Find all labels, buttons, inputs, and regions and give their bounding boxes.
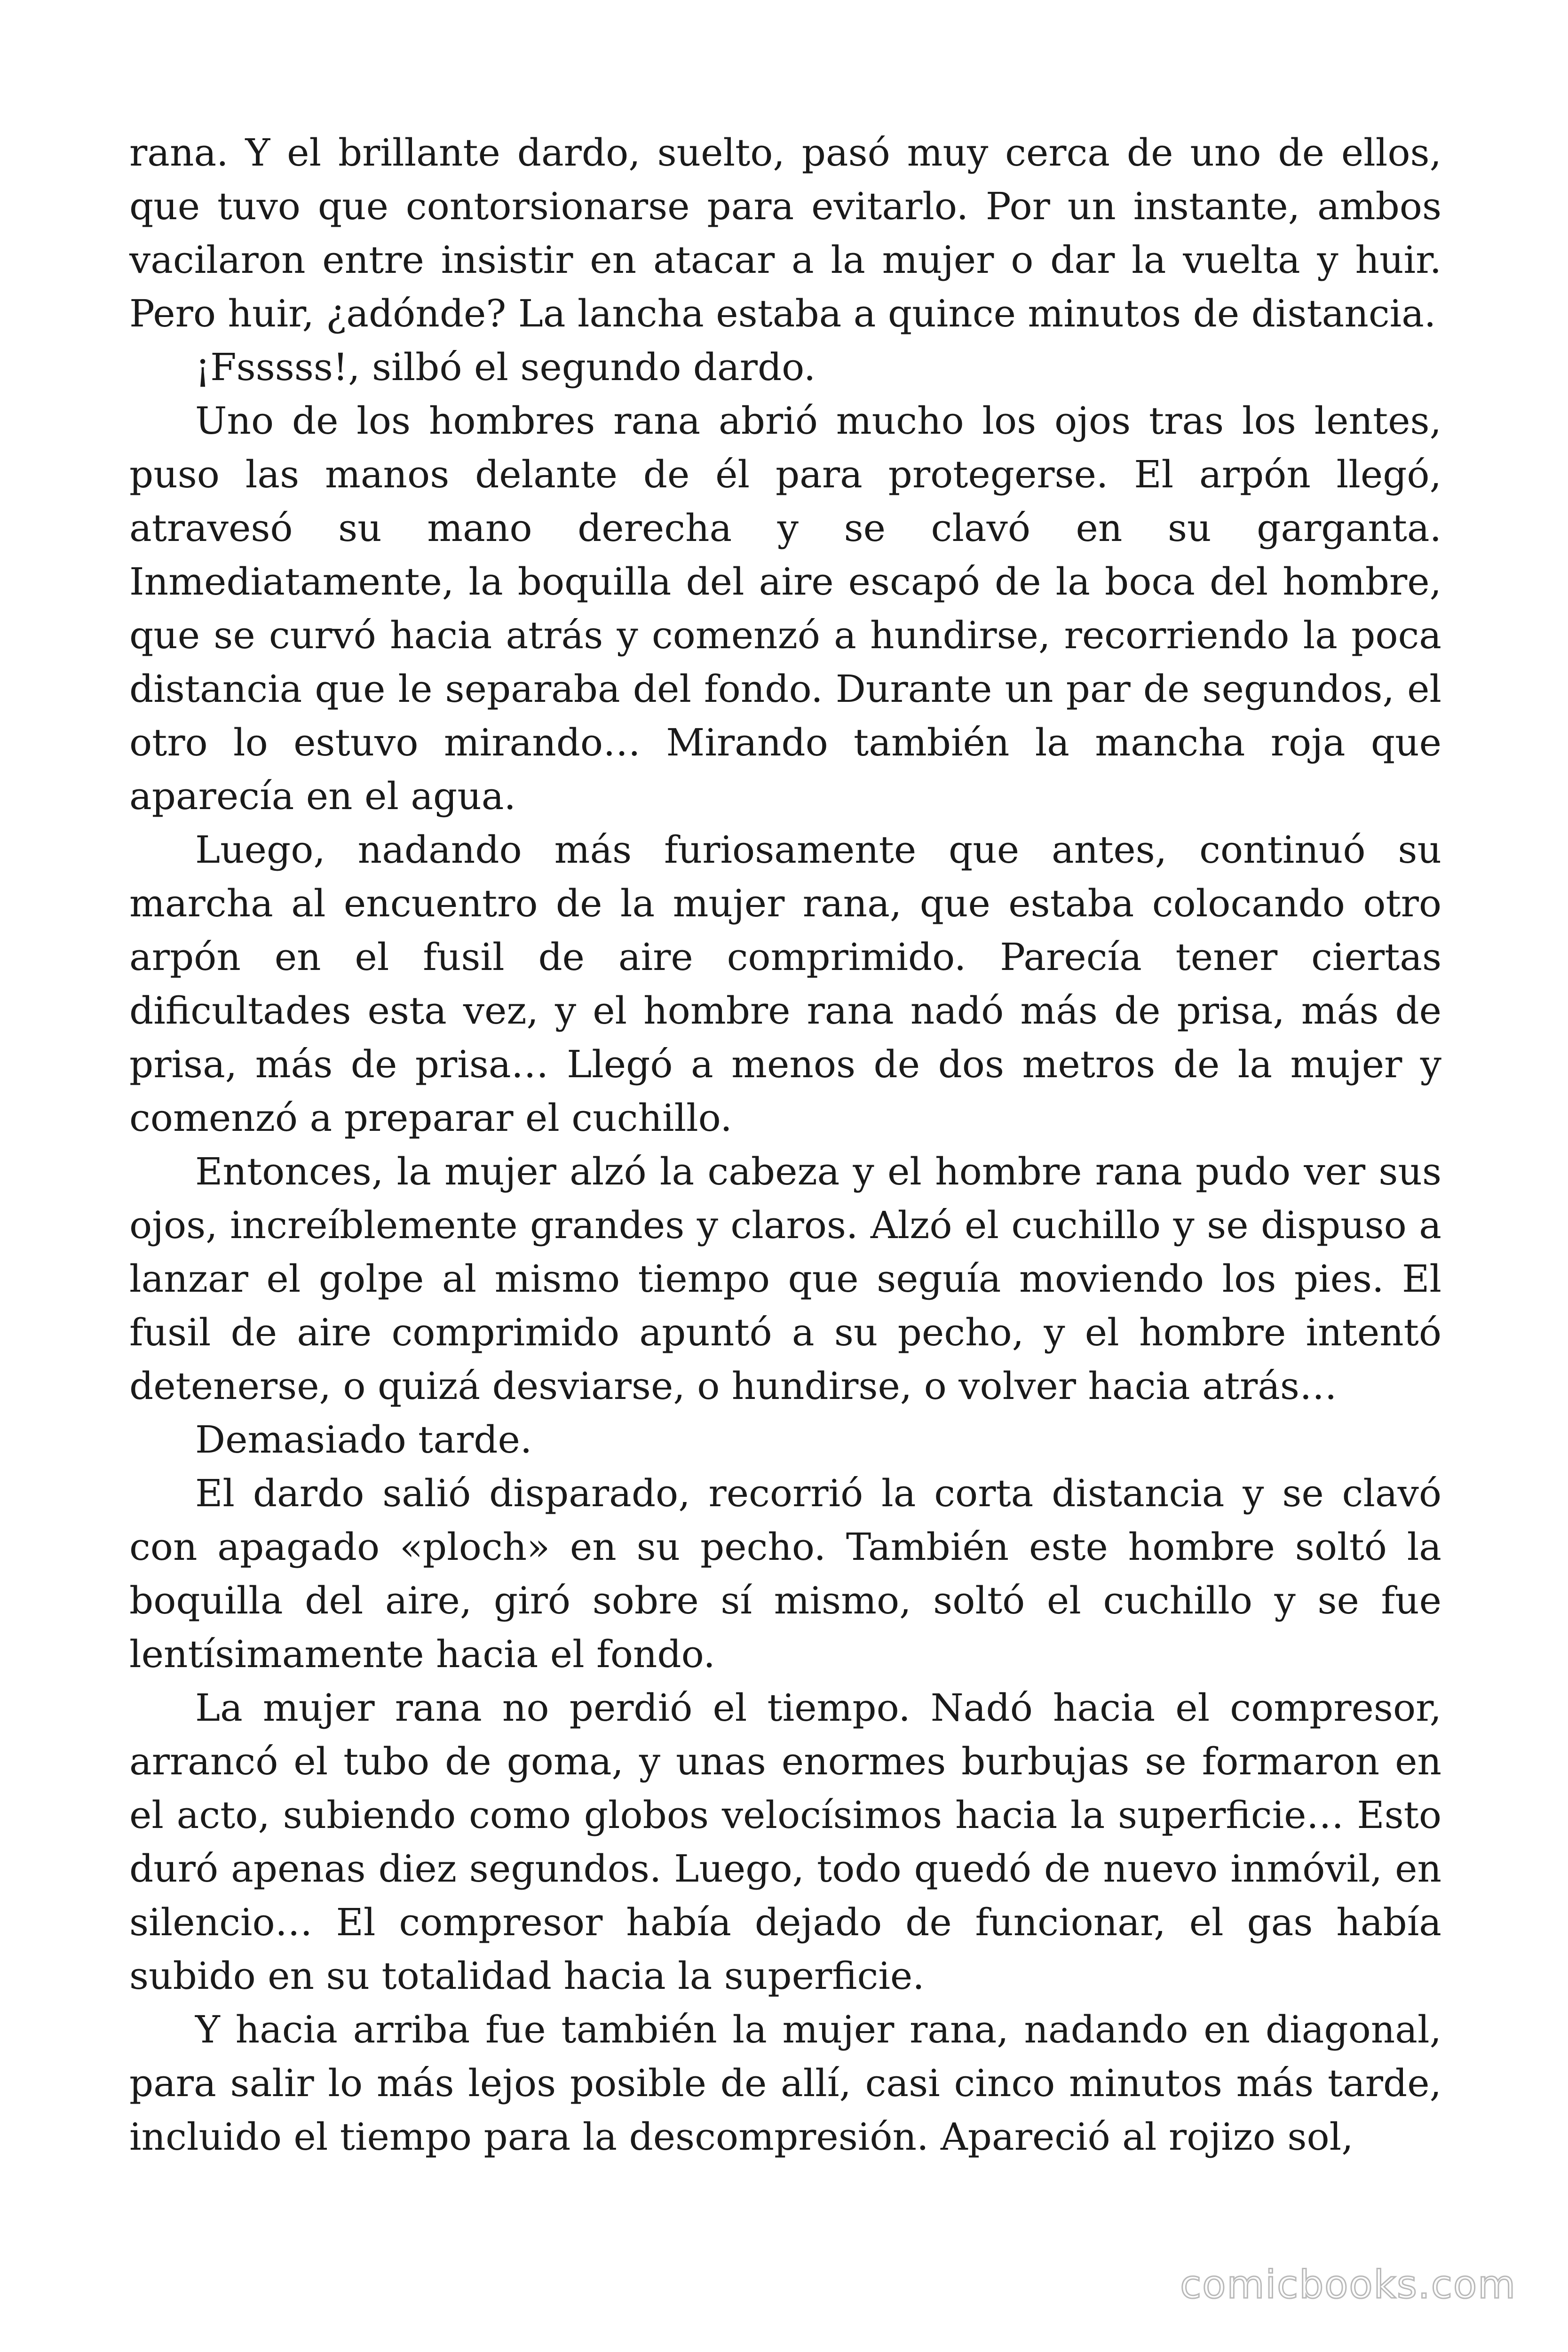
paragraph-8: La mujer rana no perdió el tiempo. Nadó hacia el compresor, arrancó el tubo de goma, y unas enormes burbujas se formaron en el acto, subiendo como globos velocísimos hacia la superficie… Esto duró apenas diez segundos. Luego, todo quedó de nuevo inmóvil, en silencio… El compresor había dejado de funcionar, el gas había subido en su totalidad hacia la superficie. — [129, 1686, 1441, 1998]
paragraph-3: Uno de los hombres rana abrió mucho los ojos tras los lentes, puso las manos delante de él para protegerse. El arpón llegó, atravesó su mano derecha y se clavó en su garganta. Inmediatamente, la boquilla del aire escapó de la boca del hombre, que se curvó hacia atrás y comenzó a hundirse, recorriendo la poca distancia que le separaba del fondo. Durante un par de segundos, el otro lo estuvo mirando… Mirando también la mancha roja que aparecía en el agua. — [129, 399, 1441, 818]
paragraph-9: Y hacia arriba fue también la mujer rana, nadando en diagonal, para salir lo más lejos posible de allí, casi cinco minutos más tarde, incluido el tiempo para la descompresión. Apareció al rojizo sol, — [129, 2008, 1441, 2159]
paragraph-1: rana. Y el brillante dardo, suelto, pasó muy cerca de uno de ellos, que tuvo que contorsionarse para evitarlo. Por un instante, ambos vacilaron entre insistir en atacar a la mujer o dar la vuelta y huir. Pero huir, ¿adónde? La lancha estaba a quince minutos de distancia. — [129, 131, 1441, 335]
paragraph-5: Entonces, la mujer alzó la cabeza y el hombre rana pudo ver sus ojos, increíblemente grandes y claros. Alzó el cuchillo y se dispuso a lanzar el golpe al mismo tiempo que seguía moviendo los pies. El fusil de aire comprimido apuntó a su pecho, y el hombre intentó detenerse, o quizá desviarse, o hundirse, o volver hacia atrás… — [129, 1150, 1441, 1408]
page-body — [129, 126, 1441, 2164]
paragraph-2: ¡Fsssss!, silbó el segundo dardo. — [195, 345, 816, 389]
paragraph-4: Luego, nadando más furiosamente que antes, continuó su marcha al encuentro de la mujer rana, que estaba colocando otro arpón en el fusil de aire comprimido. Parecía tener ciertas dificultades esta vez, y el hombre rana nadó más de prisa, más de prisa, más de prisa… Llegó a menos de dos metros de la mujer y comenzó a preparar el cuchillo. — [129, 828, 1441, 1140]
watermark: comicbooks.com — [1180, 2263, 1516, 2307]
paragraph-7: El dardo salió disparado, recorrió la corta distancia y se clavó con apagado «ploch» en su pecho. También este hombre soltó la boquilla del aire, giró sobre sí mismo, soltó el cuchillo y se fue lentísimamente hacia el fondo. — [129, 1471, 1441, 1676]
paragraph-6: Demasiado tarde. — [195, 1418, 532, 1462]
